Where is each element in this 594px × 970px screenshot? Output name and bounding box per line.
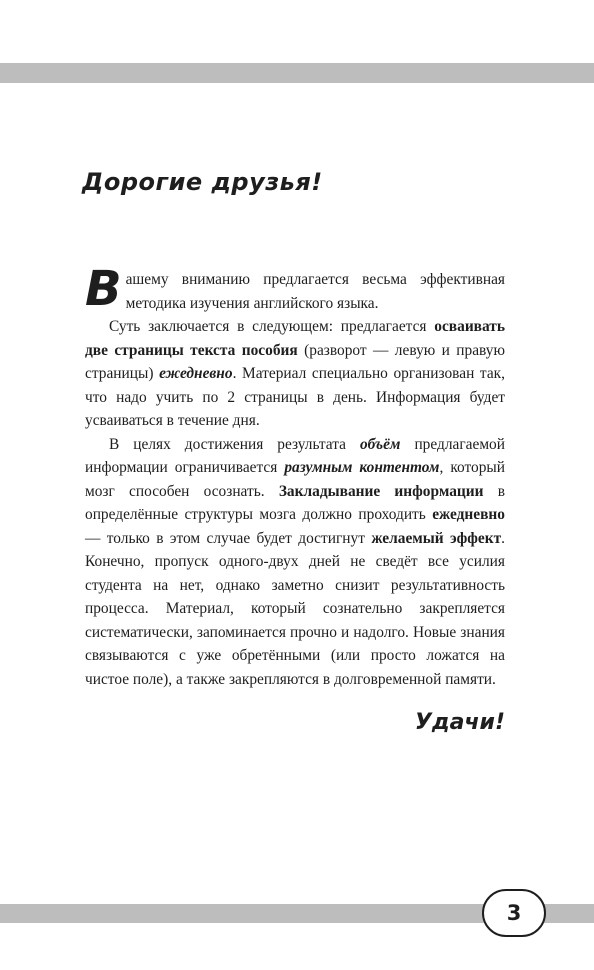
bold-italic-phrase: разумным контентом [284, 459, 440, 476]
bold-phrase: Закладывание информации [278, 482, 484, 500]
text-run: , который мозг способен осознать. [85, 459, 505, 500]
page-number: 3 [506, 901, 522, 925]
top-gray-band [0, 63, 594, 83]
text-run: В целях достижения результата [109, 435, 360, 453]
text-run: — только в этом случае будет достигнут [85, 529, 372, 547]
bold-italic-phrase: объём [359, 435, 401, 453]
body-paragraph [85, 315, 505, 433]
page-heading: Дорогие друзья! [82, 168, 323, 196]
page-number-badge [482, 889, 546, 937]
text-run: Суть заключается в следующем: предлагается [109, 318, 435, 335]
bold-phrase: желаемый эффект [371, 529, 502, 547]
body-text [85, 261, 506, 691]
text-run: в определённые структуры мозга должно проходить [85, 482, 506, 523]
closing-text: Удачи! [414, 710, 505, 735]
drop-cap: В [85, 261, 122, 317]
text-run: (разворот — левую и правую страницы) [85, 341, 505, 382]
text-run: предлагаемой информации ограничивается [85, 435, 505, 476]
body-paragraph [85, 433, 505, 692]
bold-italic-phrase: ежедневно [159, 365, 233, 382]
text-run: . Конечно, пропуск одного-двух дней не сведёт все усилия студента на нет, однако заметно снизит результативность процесса. Материал, который сознательно закрепляется систематически, запоминается прочно и надолго. Новые знания связываются с уже обретёнными (или просто ложатся на чистое поле), а также закрепляются в долговременной памяти. [85, 529, 505, 688]
bold-phrase: осваивать две страницы текста пособия [85, 318, 505, 359]
text-run: ашему вниманию предлагается весьма эффективная методика изучения английского языка. [125, 271, 505, 312]
text-run: . Материал специально организован так, что надо учить по 2 страницы в день. Информация будет усваиваться в течение дня. [85, 365, 506, 429]
body-paragraph [85, 261, 505, 317]
bold-phrase: ежедневно [432, 506, 505, 523]
